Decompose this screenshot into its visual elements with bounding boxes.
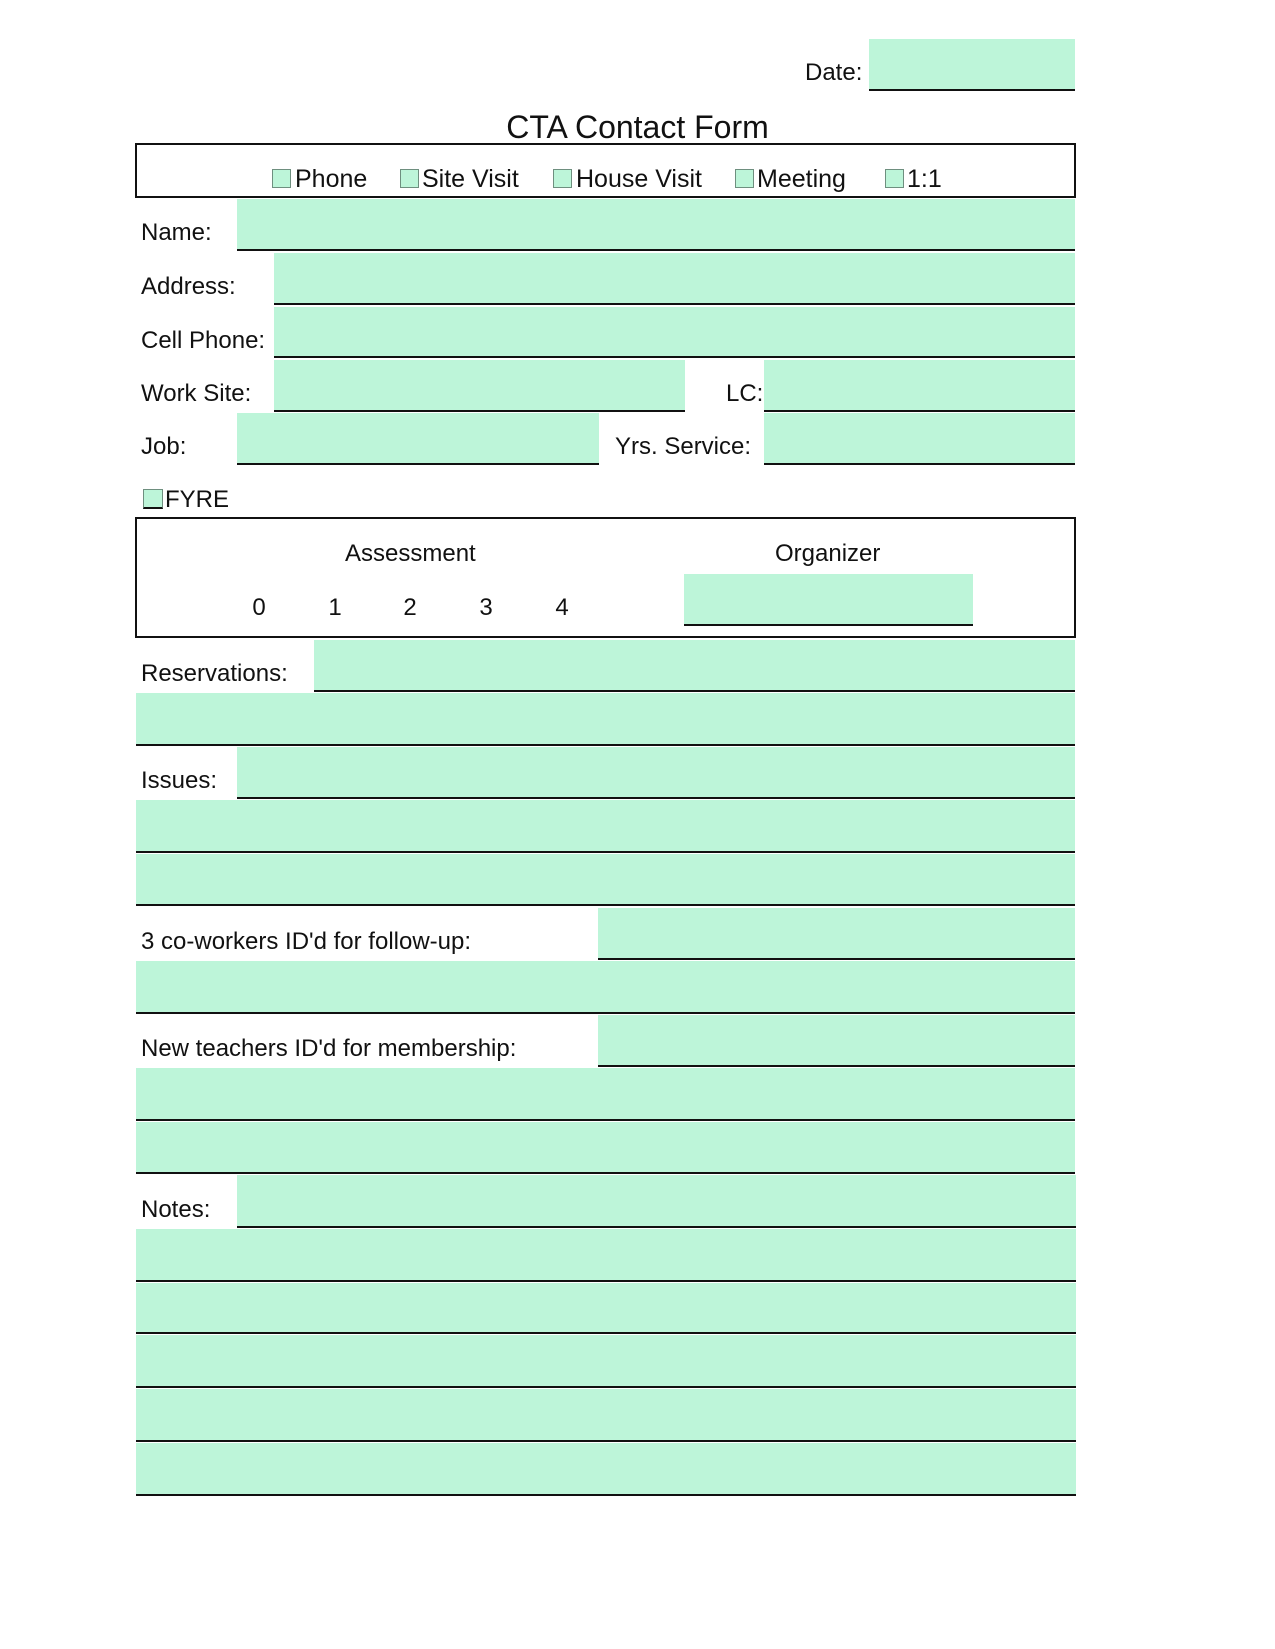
name-label: Name: bbox=[141, 219, 212, 246]
notes-field-4[interactable] bbox=[136, 1335, 1076, 1388]
new-teachers-field-2[interactable] bbox=[136, 1068, 1075, 1121]
reservations-field-2[interactable] bbox=[136, 693, 1075, 746]
checkbox-meeting[interactable] bbox=[735, 169, 754, 188]
assessment-option-0[interactable]: 0 bbox=[252, 594, 266, 621]
contact-type-house-visit-label: House Visit bbox=[576, 165, 702, 193]
checkbox-phone[interactable] bbox=[272, 169, 291, 188]
notes-field-6[interactable] bbox=[136, 1443, 1076, 1496]
yrs-service-field[interactable] bbox=[764, 413, 1075, 465]
notes-field-1[interactable] bbox=[237, 1175, 1076, 1228]
contact-type-phone-label: Phone bbox=[295, 165, 368, 193]
assessment-option-2[interactable]: 2 bbox=[403, 594, 417, 621]
job-field[interactable] bbox=[237, 413, 599, 465]
work-site-label: Work Site: bbox=[141, 380, 252, 407]
cell-phone-label: Cell Phone: bbox=[141, 327, 266, 354]
coworkers-field-1[interactable] bbox=[598, 908, 1075, 960]
notes-field-5[interactable] bbox=[136, 1389, 1076, 1442]
lc-field[interactable] bbox=[764, 360, 1075, 412]
new-teachers-field-3[interactable] bbox=[136, 1122, 1075, 1174]
notes-field-3[interactable] bbox=[136, 1283, 1076, 1334]
new-teachers-label: New teachers ID'd for membership: bbox=[141, 1035, 517, 1062]
name-field[interactable] bbox=[237, 199, 1075, 251]
work-site-field[interactable] bbox=[274, 360, 685, 412]
issues-field-3[interactable] bbox=[136, 854, 1075, 906]
issues-field-2[interactable] bbox=[136, 800, 1075, 853]
address-label: Address: bbox=[141, 273, 236, 300]
address-field[interactable] bbox=[274, 253, 1075, 305]
assessment-label: Assessment bbox=[345, 540, 476, 567]
date-field[interactable] bbox=[869, 39, 1075, 91]
contact-type-site-visit-label: Site Visit bbox=[422, 165, 519, 193]
fyre-label: FYRE bbox=[165, 486, 230, 513]
notes-field-2[interactable] bbox=[136, 1229, 1076, 1282]
issues-field-1[interactable] bbox=[237, 747, 1075, 799]
issues-label: Issues: bbox=[141, 767, 218, 794]
assessment-option-1[interactable]: 1 bbox=[328, 594, 342, 621]
checkbox-fyre[interactable] bbox=[143, 489, 163, 509]
contact-type-meeting-label: Meeting bbox=[757, 165, 846, 193]
coworkers-label: 3 co-workers ID'd for follow-up: bbox=[141, 928, 472, 955]
organizer-label: Organizer bbox=[775, 540, 881, 567]
job-label: Job: bbox=[141, 433, 187, 460]
contact-type-one-on-one-label: 1:1 bbox=[907, 165, 942, 193]
notes-label: Notes: bbox=[141, 1196, 211, 1223]
checkbox-one-on-one[interactable] bbox=[885, 169, 904, 188]
yrs-service-label: Yrs. Service: bbox=[615, 433, 752, 460]
page-title: CTA Contact Form bbox=[506, 109, 769, 145]
cell-phone-field[interactable] bbox=[274, 307, 1075, 358]
assessment-option-4[interactable]: 4 bbox=[555, 594, 569, 621]
reservations-field-1[interactable] bbox=[314, 640, 1075, 692]
organizer-field[interactable] bbox=[684, 574, 973, 626]
assessment-option-3[interactable]: 3 bbox=[479, 594, 493, 621]
date-label: Date: bbox=[805, 59, 863, 86]
lc-label: LC: bbox=[726, 380, 764, 407]
checkbox-house-visit[interactable] bbox=[553, 169, 572, 188]
reservations-label: Reservations: bbox=[141, 660, 288, 687]
coworkers-field-2[interactable] bbox=[136, 961, 1075, 1014]
new-teachers-field-1[interactable] bbox=[598, 1015, 1075, 1067]
checkbox-site-visit[interactable] bbox=[400, 169, 419, 188]
